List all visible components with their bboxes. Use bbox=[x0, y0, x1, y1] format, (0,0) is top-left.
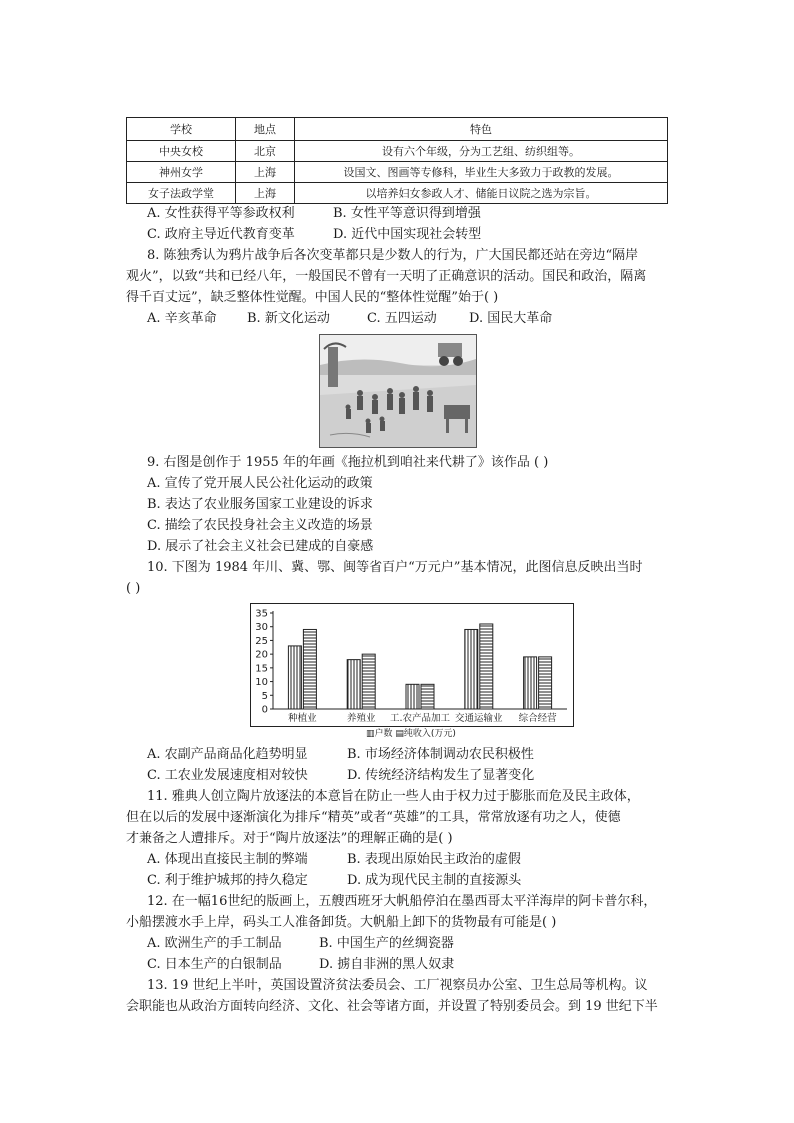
x-tick-label: 综合经营 bbox=[518, 713, 557, 724]
q12-option-a: A. 欧洲生产的手工制品 bbox=[147, 936, 282, 951]
q7-option-c: C. 政府主导近代教育变革 bbox=[147, 227, 295, 242]
y-tick-label: 35 bbox=[255, 608, 268, 620]
q8-stem-line: 8. 陈独秀认为鸦片战争后各次变革都只是少数人的行为，广大国民都还站在旁边“隔岸 bbox=[147, 248, 639, 263]
q10-option-b: B. 市场经济体制调动农民积极性 bbox=[347, 747, 534, 762]
q12-stem-line: 12. 在一幅16世纪的版画上，五艘西班牙大帆船停泊在墨西哥太平洋海岸的阿卡普尔科， bbox=[147, 894, 657, 909]
q9-option-a: A. 宣传了党开展人民公社化运动的政策 bbox=[147, 476, 373, 491]
table-cell: 神州女学 bbox=[127, 162, 236, 183]
q9-option-d: D. 展示了社会主义社会已建成的自豪感 bbox=[147, 539, 374, 554]
q13-stem-line: 会职能也从政治方面转向经济、文化、社会等诸方面，并设置了特别委员会。到 19 世纪下半 bbox=[126, 999, 658, 1014]
q10-stem-line: 10. 下图为 1984 年川、冀、鄂、闽等省百户“万元户”基本情况，此图信息反映出当时 bbox=[147, 560, 643, 575]
bar-income bbox=[480, 624, 493, 709]
q8-stem-line: 观火”，以致“共和已经八年，一般国民不曾有一天明了正确意识的活动。国民和政治，隔离 bbox=[126, 269, 647, 284]
q9-stem: 9. 右图是创作于 1955 年的年画《拖拉机到咱社来代耕了》该作品 ( ) bbox=[147, 455, 549, 470]
table-cell: 女子法政学堂 bbox=[127, 183, 236, 204]
bar-income bbox=[421, 684, 434, 709]
y-tick-label: 0 bbox=[261, 704, 268, 716]
q12-option-d: D. 掳自非洲的黑人奴隶 bbox=[319, 957, 455, 972]
table-cell: 上海 bbox=[236, 162, 295, 183]
q8-option-b: B. 新文化运动 bbox=[247, 311, 330, 326]
table-cell: 上海 bbox=[236, 183, 295, 204]
income-bar-chart bbox=[250, 603, 574, 727]
q9-option-c: C. 描绘了农民投身社会主义改造的场景 bbox=[147, 518, 373, 533]
q9-option-b: B. 表达了农业服务国家工业建设的诉求 bbox=[147, 497, 373, 512]
table-cell: 北京 bbox=[236, 141, 295, 162]
bar-households bbox=[465, 629, 478, 709]
school-table bbox=[126, 117, 668, 204]
table-row bbox=[127, 141, 668, 162]
q7-option-d: D. 近代中国实现社会转型 bbox=[333, 227, 482, 242]
table-cell: 设有六个年级，分为工艺组、纺织组等。 bbox=[295, 141, 668, 162]
q8-stem-line: 得千百丈远”，缺乏整体性觉醒。中国人民的“整体性觉醒”始于( ) bbox=[126, 290, 499, 305]
q7-option-a: A. 女性获得平等参政权利 bbox=[147, 206, 295, 221]
q8-option-a: A. 辛亥革命 bbox=[147, 311, 217, 326]
table-cell: 设国文、图画等专修科，毕业生大多致力于政教的发展。 bbox=[295, 162, 668, 183]
x-tick-label: 养殖业 bbox=[346, 713, 376, 724]
table-row bbox=[127, 183, 668, 204]
q13-stem-line: 13. 19 世纪上半叶，英国设置济贫法委员会、工厂视察员办公室、卫生总局等机构。议 bbox=[147, 978, 648, 993]
table-row bbox=[127, 162, 668, 183]
bar-households bbox=[524, 657, 537, 709]
bar-households bbox=[288, 646, 301, 709]
q10-stem-line: ( ) bbox=[126, 581, 141, 596]
q12-option-c: C. 日本生产的白银制品 bbox=[147, 957, 282, 972]
q7-option-b: B. 女性平等意识得到增强 bbox=[333, 206, 481, 221]
table-cell: 中央女校 bbox=[127, 141, 236, 162]
q11-stem-line: 11. 雅典人创立陶片放逐法的本意旨在防止一些人由于权力过于膨胀而危及民主政体， bbox=[147, 789, 640, 804]
q11-option-c: C. 利于维护城邦的持久稳定 bbox=[147, 873, 308, 888]
q11-stem-line: 才兼备之人遭排斥。对于“陶片放逐法”的理解正确的是( ) bbox=[126, 831, 453, 846]
y-tick-label: 30 bbox=[255, 622, 268, 634]
bar-households bbox=[347, 660, 360, 709]
y-tick-label: 10 bbox=[255, 677, 268, 689]
q10-option-a: A. 农副产品商品化趋势明显 bbox=[147, 747, 308, 762]
y-tick-label: 20 bbox=[255, 649, 268, 661]
tractor-painting-image bbox=[319, 334, 477, 448]
table-header: 地点 bbox=[236, 118, 295, 141]
bar-income bbox=[539, 657, 552, 709]
y-tick-label: 15 bbox=[255, 663, 268, 675]
q11-option-b: B. 表现出原始民主政治的虚假 bbox=[347, 852, 521, 867]
q12-option-b: B. 中国生产的丝绸瓷器 bbox=[319, 936, 454, 951]
q8-option-d: D. 国民大革命 bbox=[469, 311, 553, 326]
chart-legend: ▥户数 ▤纯收入(万元) bbox=[366, 729, 456, 739]
q12-stem-line: 小船摆渡水手上岸，码头工人准备卸货。大帆船上卸下的货物最有可能是( ) bbox=[126, 915, 557, 930]
bar-income bbox=[303, 629, 316, 709]
painting-illustration bbox=[320, 335, 476, 447]
bar-income bbox=[362, 654, 375, 709]
table-cell: 以培养妇女参政人才、储能日议院之选为宗旨。 bbox=[295, 183, 668, 204]
chart-canvas bbox=[251, 604, 573, 726]
q10-option-c: C. 工农业发展速度相对较快 bbox=[147, 768, 308, 783]
table-header-row bbox=[127, 118, 668, 141]
q11-option-d: D. 成为现代民主制的直接源头 bbox=[347, 873, 522, 888]
q11-option-a: A. 体现出直接民主制的弊端 bbox=[147, 852, 308, 867]
y-tick-label: 25 bbox=[255, 635, 268, 647]
table-header: 学校 bbox=[127, 118, 236, 141]
bar-households bbox=[406, 684, 419, 709]
x-tick-label: 工.农产品加工 bbox=[389, 713, 451, 724]
table-header: 特色 bbox=[295, 118, 668, 141]
y-tick-label: 5 bbox=[261, 690, 268, 702]
x-tick-label: 交通运输业 bbox=[455, 713, 503, 724]
x-tick-label: 种植业 bbox=[288, 713, 317, 724]
q10-option-d: D. 传统经济结构发生了显著变化 bbox=[347, 768, 535, 783]
q11-stem-line: 但在以后的发展中逐渐演化为排斥“精英”或者“英雄”的工具，常常放逐有功之人，使德 bbox=[126, 810, 621, 825]
q8-option-c: C. 五四运动 bbox=[367, 311, 437, 326]
